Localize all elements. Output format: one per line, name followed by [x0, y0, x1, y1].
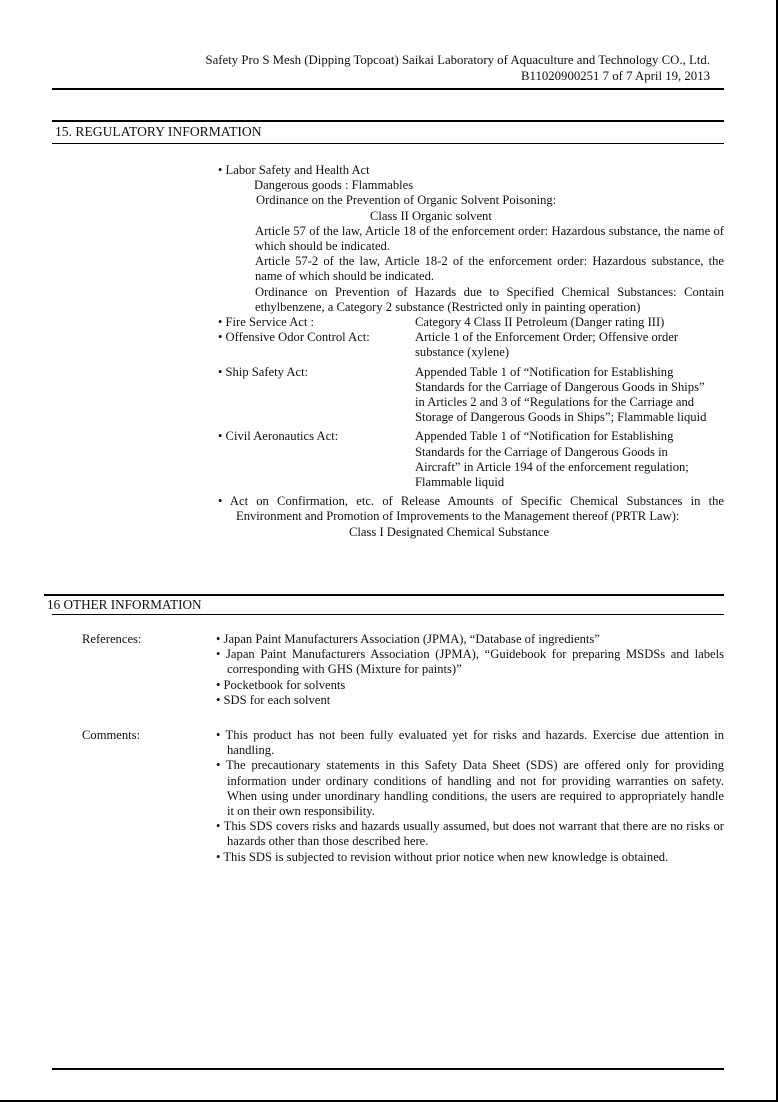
labor-act-heading: • Labor Safety and Health Act — [218, 163, 370, 177]
comments-label: Comments: — [82, 728, 141, 742]
list-item: • This SDS covers risks and hazards usually assumed, but does not warrant that there are no risks or hazards other than those described here. — [216, 819, 724, 849]
labor-organic-class: Class II Organic solvent — [370, 208, 492, 223]
ship-safety-row — [218, 365, 724, 426]
labor-dangerous-goods: Dangerous goods : Flammables — [254, 178, 414, 193]
civil-aero-row — [218, 429, 724, 490]
footer-rule — [52, 1068, 724, 1070]
labor-article-57-2: Article 57-2 of the law, Article 18-2 of the enforcement order: Hazardous substance, the name of which should be indicated. — [255, 254, 724, 284]
list-item: • SDS for each solvent — [216, 692, 331, 707]
list-item: • The precautionary statements in this Safety Data Sheet (SDS) are offered only for providing information under ordinary conditions of handling and not for providing warranties on safety. When using under unordinary handling conditions, the users are required to appropriately handle it on their own responsibility. — [216, 758, 724, 819]
prtr-law: • Act on Confirmation, etc. of Release Amounts of Specific Chemical Substances in the Environment and Promotion of Improvements to the Management thereof (PRTR Law): — [218, 494, 724, 524]
section-16-top-rule — [44, 594, 724, 596]
section-15-title: 15. REGULATORY INFORMATION — [55, 124, 262, 139]
fire-service-label: • Fire Service Act : — [218, 315, 315, 330]
fire-service-value: Category 4 Class II Petroleum (Danger rating III) — [415, 315, 665, 330]
comments-list — [216, 728, 724, 865]
list-item: • Pocketbook for solvents — [216, 677, 346, 692]
odor-control-row — [218, 330, 724, 360]
list-item: • Japan Paint Manufacturers Association (JPMA), “Database of ingredients” — [216, 632, 600, 646]
section-15-bottom-rule — [52, 143, 724, 144]
references-list — [216, 632, 724, 708]
labor-organic-ordinance: Ordinance on the Prevention of Organic Solvent Poisoning: — [256, 193, 557, 208]
page-header — [100, 52, 710, 84]
prtr-class: Class I Designated Chemical Substance — [349, 524, 550, 539]
header-title-line: Safety Pro S Mesh (Dipping Topcoat) Saikai Laboratory of Aquaculture and Technology CO., Ltd. — [205, 53, 710, 67]
section-16-bottom-rule — [52, 614, 724, 615]
civil-aero-value: Appended Table 1 of “Notification for Establishing Standards for the Carriage of Dangerous Goods in Aircraft” in Article 194 of the enforcement regulation; Flammable liquid — [415, 429, 689, 490]
list-item: • This product has not been fully evaluated yet for risks and hazards. Exercise due attention in handling. — [216, 728, 724, 758]
section-15-top-rule — [52, 120, 724, 122]
labor-specified-chemicals: Ordinance on Prevention of Hazards due to Specified Chemical Substances: Contain ethylbenzene, a Category 2 substance (Restricted only in painting operation) — [255, 284, 724, 314]
fire-service-row — [218, 315, 724, 330]
civil-aero-label: • Civil Aeronautics Act: — [218, 429, 339, 444]
odor-control-value: Article 1 of the Enforcement Order; Offensive order substance (xylene) — [415, 330, 679, 360]
list-item: • Japan Paint Manufacturers Association (JPMA), “Guidebook for preparing MSDSs and labels corresponding with GHS (Mixture for paints)” — [216, 647, 724, 677]
section-15-body — [218, 163, 724, 540]
references-label: References: — [82, 632, 142, 646]
list-item: • This SDS is subjected to revision without prior notice when new knowledge is obtained. — [216, 849, 669, 864]
header-doc-line: B11020900251 7 of 7 April 19, 2013 — [521, 69, 710, 83]
ship-safety-value: Appended Table 1 of “Notification for Establishing Standards for the Carriage of Dangerous Goods in Ships” in Articles 2 and 3 of “Regulations for the Carriage and Storage of Dangerous Goods in Ships”; Flammable liquid — [415, 364, 707, 425]
section-16-title: 16 OTHER INFORMATION — [47, 597, 202, 612]
labor-article-57: Article 57 of the law, Article 18 of the enforcement order: Hazardous substance, the name of which should be indicated. — [255, 223, 724, 254]
ship-safety-label: • Ship Safety Act: — [218, 364, 309, 379]
odor-control-label: • Offensive Odor Control Act: — [218, 330, 370, 345]
header-rule — [52, 88, 724, 90]
